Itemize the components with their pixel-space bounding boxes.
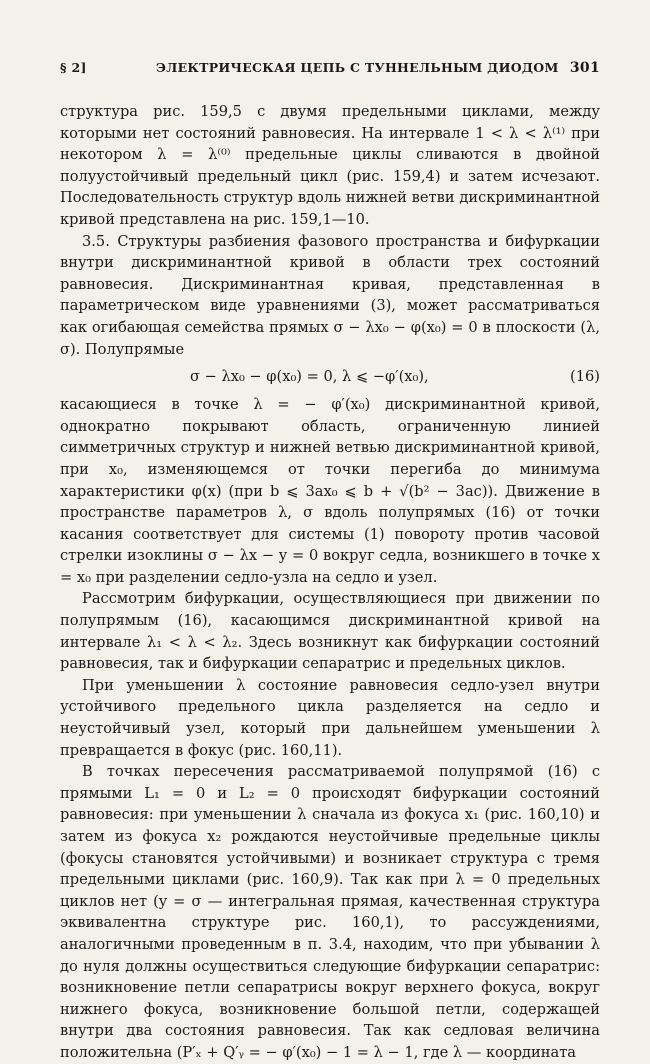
section-marker: § 2] bbox=[60, 60, 87, 75]
display-equation bbox=[60, 362, 600, 392]
paragraph: Рассмотрим бифуркации, осуществляющиеся при движении по полупрямым (16), касающимся дискриминантной кривой на интервале λ₁ < λ < λ₂. Здесь возникнут как бифуркации состояний равновесия, так и бифуркации сепаратрис и предельных циклов. bbox=[60, 590, 600, 673]
page-body bbox=[60, 101, 600, 1064]
page-number: 301 bbox=[569, 60, 600, 76]
paragraph: касающиеся в точке λ = − φ′(x₀) дискриминантной кривой, однократно покрывают область, ограниченную линией симметричных структур и нижней ветвью дискриминантной кривой, при x₀, изменяющемся от точки перегиба до минимума характеристики φ(x) (при b ⩽ 3ax₀ ⩽ b + √(b² − 3ac)). Движение в пространстве параметров λ, σ вдоль полупрямых (16) от точки касания соответствует для системы (1) повороту против часовой стрелки изоклины σ − λx − y = 0 вокруг седла, возникшего в точке x = x₀ при разделении седло-узла на седло и узел. bbox=[60, 396, 600, 586]
paragraph: структура рис. 159,5 с двумя предельными циклами, между которыми нет состояний равновесия. На интервале 1 < λ < λ⁽¹⁾ при некотором λ = λ⁽⁰⁾ предельные циклы сливаются в двойной полуустойчивый предельный цикл (рис. 159,4) и затем исчезают. Последовательность структур вдоль нижней ветви дискриминантной кривой представлена на рис. 159,1—10. bbox=[60, 103, 600, 228]
paragraph: При уменьшении λ состояние равновесия седло-узел внутри устойчивого предельного цикла разделяется на седло и неустойчивый узел, который при дальнейшем уменьшении λ превращается в фокус (рис. 160,11). bbox=[60, 676, 600, 759]
running-title: ЭЛЕКТРИЧЕСКАЯ ЦЕПЬ С ТУННЕЛЬНЫМ ДИОДОМ bbox=[156, 60, 559, 75]
equation-formula: σ − λx₀ − φ(x₀) = 0, λ ⩽ −φ′(x₀), bbox=[190, 368, 429, 386]
equation-number: (16) bbox=[570, 368, 600, 386]
paragraph: В точках пересечения рассматриваемой полупрямой (16) с прямыми L₁ = 0 и L₂ = 0 происходят бифуркации состояний равновесия: при уменьшении λ сначала из фокуса x₁ (рис. 160,10) и затем из фокуса x₂ рождаются неустойчивые предельные циклы (фокусы становятся устойчивыми) и возникает структура с тремя предельными циклами (рис. 160,9). Так как при λ = 0 предельных циклов нет (y = σ — интегральная прямая, качественная структура эквивалентна структуре рис. 160,1), то рассуждениями, аналогичными проведенным в п. 3.4, находим, что при убывании λ до нуля должны осуществиться следующие бифуркации сепаратрис: возникновение петли сепаратрисы вокруг верхнего фокуса, вокруг нижнего фокуса, возникновение большой петли, содержащей внутри два состояния равновесия. Так как седловая величина положительна (P′ₓ + Q′ᵧ = − φ′(x₀) − 1 = λ − 1, где λ — координата bbox=[60, 763, 600, 1061]
paragraph: 3.5. Структуры разбиения фазового пространства и бифуркации внутри дискриминантной кривой в области трех состояний равновесия. Дискриминантная кривая, представленная в параметрическом виде уравнениями (3), может рассматриваться как огибающая семейства прямых σ − λx₀ − φ(x₀) = 0 в плоскости (λ, σ). Полупрямые bbox=[60, 232, 600, 358]
